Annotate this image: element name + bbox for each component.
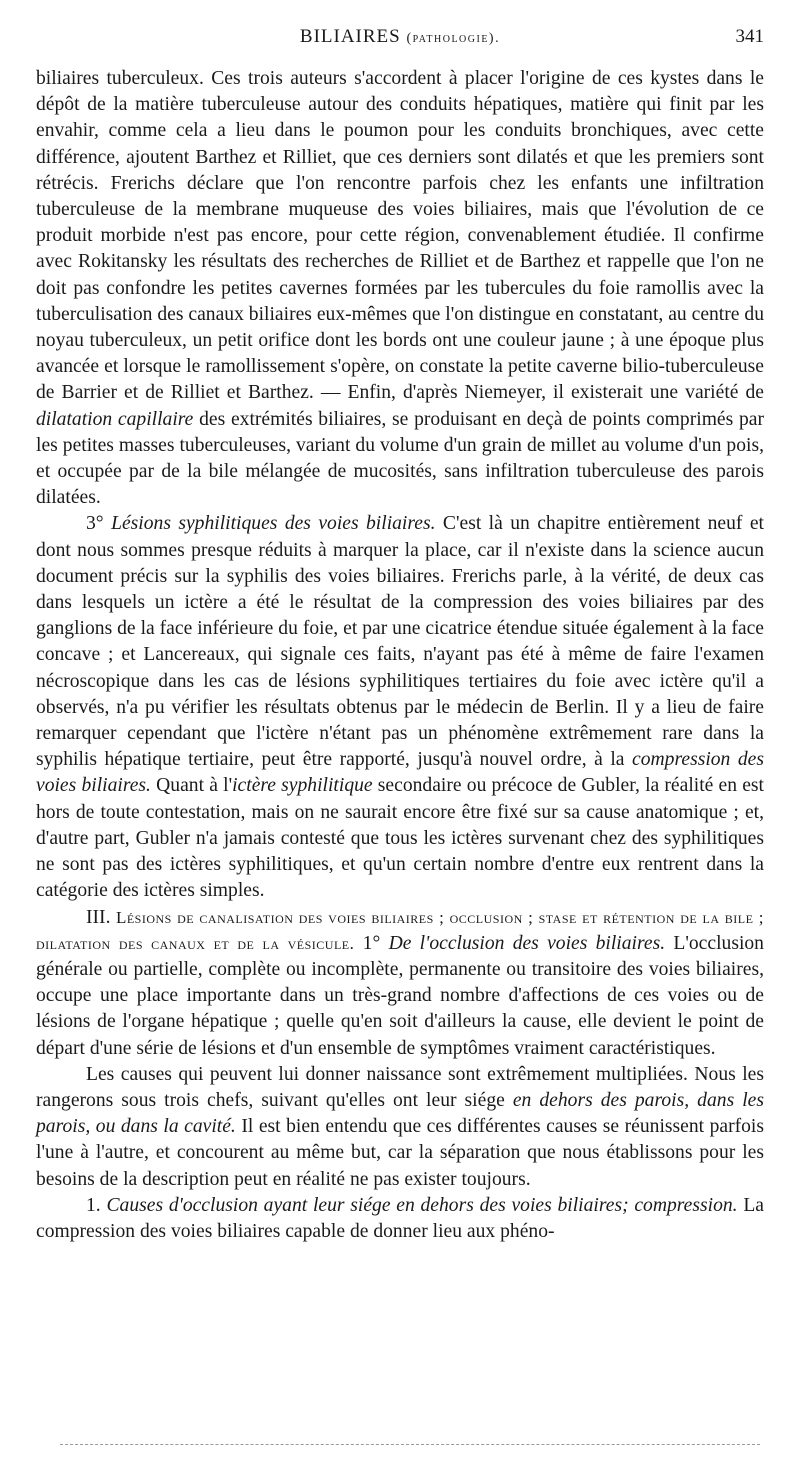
italic-term: en dehors des parois, dans les parois, ou dans la cavité. <box>36 1089 764 1138</box>
page-number: 341 <box>735 26 764 47</box>
text-run: Il est bien entendu que ces différentes causes se réunissent parfois l'une à l'autre, et concourent au même but, car la séparation que nous établissons pour les besoins de la description peut en réalité ne pas exister toujours. <box>36 1116 764 1190</box>
text-run: 1° <box>354 932 389 954</box>
text-run: des extrémités biliaires, se produisant en deçà de points comprimés par les petites masses tuberculeuses, variant du volume d'un grain de millet au volume d'un pois, et occupée par de la bile mélangée de mucosités, sans infiltration tuberculeuse des parois dilatées. <box>36 408 764 509</box>
paragraph-causes <box>36 1062 764 1193</box>
bottom-bleedthrough-rule <box>60 1444 760 1445</box>
running-head-main: BILIAIRES <box>299 26 401 47</box>
section-heading: Lésions syphilitiques des voies biliaires. <box>111 513 436 535</box>
running-head-subtitle: (pathologie). <box>406 31 501 46</box>
text-run: secondaire ou précoce de Gubler, la réalité en est hors de toute contestation, mais on ne saurait encore être fixé sur sa cause anatomique ; et, d'autre part, Gubler n'a jamais contesté que tous les ictères survenant chez des syphilitiques ne sont pas des ictères syphilitiques, et qu'un certain nombre d'entre eux rentrent dans la catégorie des ictères simples. <box>36 775 764 902</box>
paragraph-canalisation-lesions <box>36 905 764 1062</box>
text-run: Les causes qui peuvent lui donner naissance sont extrêmement multipliées. Nous les rangerons sous trois chefs, suivant qu'elles ont leur siége <box>36 1063 764 1111</box>
section-number: III. <box>86 906 111 928</box>
subsection-heading: De l'occlusion des voies biliaires. <box>388 932 666 954</box>
section-number: 1. <box>86 1194 101 1216</box>
section-number: 3° <box>86 513 104 535</box>
text-run: Quant à l' <box>150 775 233 797</box>
section-heading: Lésions de canalisation des voies biliaires ; occlusion ; stase et rétention de la bile ; dilatation des canaux et de la vésicule. <box>36 907 764 953</box>
text-run: La compression des voies biliaires capable de donner lieu aux phéno- <box>36 1194 764 1242</box>
paragraph-compression <box>36 1193 764 1245</box>
italic-term: compression des voies biliaires. <box>36 749 764 797</box>
running-head-title <box>36 26 764 48</box>
italic-term: dilatation capillaire <box>36 408 194 430</box>
subsection-heading: Causes d'occlusion ayant leur siége en dehors des voies biliaires; compression. <box>106 1194 738 1216</box>
italic-term: ictère syphilitique <box>232 775 373 797</box>
body-text <box>36 66 764 1245</box>
book-page <box>36 0 764 1245</box>
text-run: C'est là un chapitre entièrement neuf et dont nous sommes presque réduits à marquer la place, car il n'existe dans la science aucun document précis sur la syphilis des voies biliaires. Frerichs parle, à la vérité, de deux cas dans lesquels un ictère a été le résultat de la compression des voies biliaires par des ganglions de la face inférieure du foie, et par une cicatrice étendue située également à la face concave ; et Lancereaux, qui signale ces faits, n'ayant pas été à même de faire l'examen nécroscopique dans les cas de lésions syphilitiques tertiaires du foie avec ictère qu'il a observés, n'a pu vérifier les résultats obtenus par le médecin de Berlin. Il y a lieu de faire remarquer cependant que l'ictère n'étant pas un phénomène extrêmement rare dans la syphilis hépatique tertiaire, peut être rapporté, jusqu'à nouvel ordre, à la <box>36 513 764 771</box>
running-head <box>36 26 764 66</box>
paragraph-tuberculous-lesions <box>36 66 764 511</box>
paragraph-syphilitic-lesions <box>36 511 764 904</box>
text-run: biliaires tuberculeux. Ces trois auteurs s'accordent à placer l'origine de ces kystes dans le dépôt de la matière tuberculeuse autour des conduits hépatiques, matière qui finit par les envahir, comme cela a lieu dans le poumon pour les conduits bronchiques, avec cette différence, ajoutent Barthez et Rilliet, que ces derniers sont dilatés et que les premiers sont rétrécis. Frerichs déclare que l'on rencontre parfois chez les enfants une infiltration tuberculeuse de la membrane muqueuse des voies biliaires, mais que l'évolution de ce produit morbide n'est pas encore, pour cette région, convenablement étudiée. Il confirme avec Rokitansky les résultats des recherches de Rilliet et de Barthez et rappelle que l'on ne doit pas confondre les petites cavernes formées par les tubercules du foie ramollis avec la tuberculisation des canaux biliaires eux-mêmes que l'on distingue en constatant, au centre du noyau tuberculeux, un petit orifice dont les bords ont une couleur jaune ; à une époque plus avancée et lorsque le ramollissement s'opère, on constate la petite caverne bilio-tuberculeuse de Barrier et de Rilliet et Barthez. — Enfin, d'après Niemeyer, il existerait une variété de <box>36 68 764 404</box>
text-run: L'occlusion générale ou partielle, complète ou incomplète, permanente ou transitoire des voies biliaires, occupe une place importante dans un très-grand nombre d'affections de ces voies ou de lésions de l'organe hépatique ; quelle qu'en soit d'ailleurs la cause, elle devient le point de départ d'une série de lésions et d'un ensemble de symptômes vraiment caractéristiques. <box>36 932 764 1059</box>
